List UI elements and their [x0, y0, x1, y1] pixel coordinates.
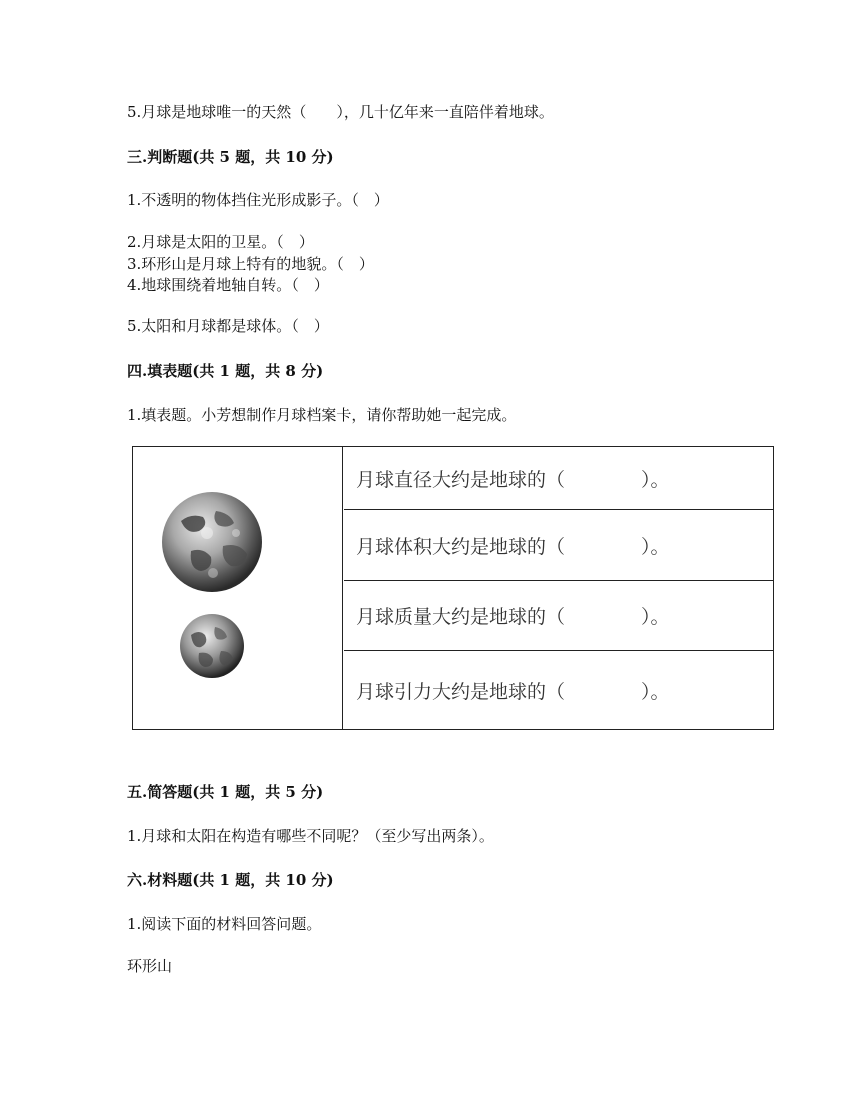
table-row-diameter: 月球直径大约是地球的（ ）。	[344, 447, 774, 510]
moon-profile-table	[132, 446, 774, 730]
section-3-heading: 三.判断题(共 5 题，共 10 分)	[127, 148, 334, 166]
judge-item-5: 5.太阳和月球都是球体。（ ）	[127, 317, 329, 335]
fill-table-question: 1.填表题。小芳想制作月球档案卡，请你帮助她一起完成。	[127, 406, 517, 424]
section-5-heading: 五.简答题(共 1 题，共 5 分)	[127, 783, 324, 801]
moon-image	[161, 491, 263, 593]
material-question: 1.阅读下面的材料回答问题。	[127, 915, 322, 933]
table-row-volume: 月球体积大约是地球的（ ）。	[344, 510, 774, 581]
short-answer-question: 1.月球和太阳在构造有哪些不同呢？（至少写出两条）。	[127, 827, 494, 845]
earth-image	[179, 613, 245, 679]
material-subtitle: 环形山	[127, 957, 173, 975]
judge-item-2: 2.月球是太阳的卫星。（ ）	[127, 233, 314, 251]
section-4-heading: 四.填表题(共 1 题，共 8 分)	[127, 362, 324, 380]
judge-item-3: 3.环形山是月球上特有的地貌。（ ）	[127, 255, 374, 273]
table-row-mass: 月球质量大约是地球的（ ）。	[344, 581, 774, 651]
table-image-cell	[133, 447, 343, 729]
q5-fill-blank: 5.月球是地球唯一的天然（ ），几十亿年来一直陪伴着地球。	[127, 103, 554, 121]
judge-item-4: 4.地球围绕着地轴自转。（ ）	[127, 276, 329, 294]
table-row-gravity: 月球引力大约是地球的（ ）。	[356, 680, 670, 703]
judge-item-1: 1.不透明的物体挡住光形成影子。（ ）	[127, 191, 389, 209]
section-6-heading: 六.材料题(共 1 题，共 10 分)	[127, 871, 334, 889]
